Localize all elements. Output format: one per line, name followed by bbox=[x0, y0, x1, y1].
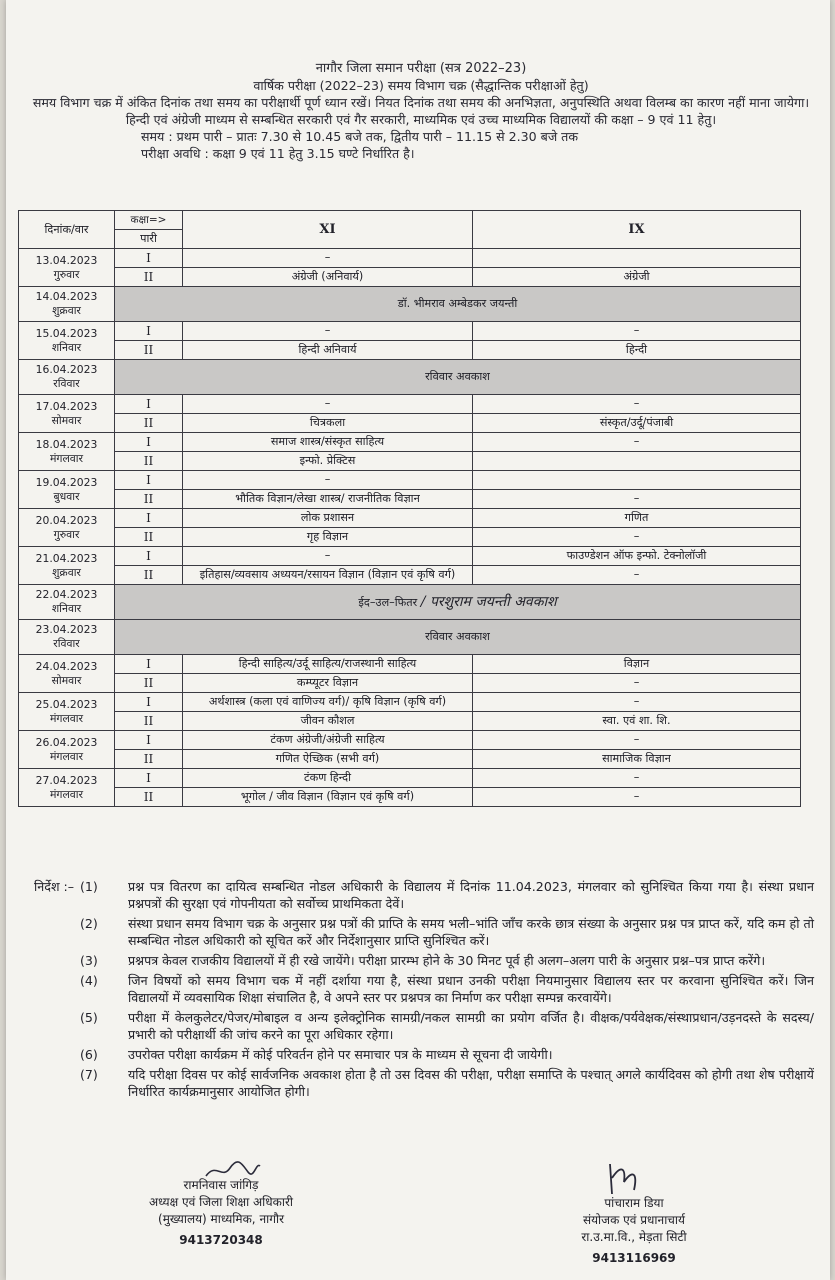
shift-cell: II bbox=[115, 750, 183, 769]
header-class-arrow: कक्षा=> bbox=[115, 211, 183, 230]
instruction-text: जिन विषयों को समय विभाग चक में नहीं दर्शाया गया है, संस्था प्रधान उनकी परीक्षा नियमानुसार विद्यालय स्तर पर करवाना सुनिश्चित करें। जिन विद्यालयों में व्यवसायिक शिक्षा संचालित है, वे अपने स्तर पर प्रश्नपत्र का निर्माण कर परीक्षा सम्पन्न करवायेंगे। bbox=[128, 973, 814, 1005]
header-class-ix: IX bbox=[473, 211, 801, 249]
class-xi-subject: गणित ऐच्छिक (सभी वर्ग) bbox=[183, 750, 473, 769]
date-cell bbox=[19, 655, 115, 693]
date: 18.04.2023 bbox=[35, 437, 98, 451]
instruction-number: (7) bbox=[80, 1067, 98, 1082]
shift-cell: I bbox=[115, 731, 183, 750]
instruction-label bbox=[34, 1046, 80, 1063]
left-signatory bbox=[106, 1177, 336, 1249]
class-ix-subject: हिन्दी bbox=[473, 341, 801, 360]
weekday: शनिवार bbox=[51, 602, 82, 615]
instruction-number: (5) bbox=[80, 1010, 98, 1025]
class-ix-subject: – bbox=[473, 693, 801, 712]
instruction-item bbox=[34, 952, 814, 969]
class-xi-subject: – bbox=[183, 249, 473, 268]
table-row bbox=[19, 712, 801, 731]
holiday-name: रविवार अवकाश bbox=[425, 370, 490, 383]
date-cell bbox=[19, 395, 115, 433]
right-signatory-phone: 9413116969 bbox=[592, 1251, 676, 1265]
date-cell bbox=[19, 471, 115, 509]
date: 17.04.2023 bbox=[35, 399, 98, 413]
shift-cell: II bbox=[115, 490, 183, 509]
class-xi-subject: – bbox=[183, 395, 473, 414]
instruction-text: प्रश्न पत्र वितरण का दायित्व सम्बन्धित नोडल अधिकारी के विद्यालय में दिनांक 11.04.2023, मंगलवार को सुनिश्चित किया गया है। संस्था प्रधान प्रश्नपत्रों की सुरक्षा एवं गोपनीयता को सर्वोच्च प्राथमिकता देवें। bbox=[128, 879, 814, 911]
date: 21.04.2023 bbox=[35, 551, 98, 565]
date: 25.04.2023 bbox=[35, 697, 98, 711]
instruction-number: (4) bbox=[80, 973, 98, 988]
class-xi-subject: जीवन कौशल bbox=[183, 712, 473, 731]
instruction-text: उपरोक्त परीक्षा कार्यक्रम में कोई परिवर्तन होने पर समाचार पत्र के माध्यम से सूचना दी जायेगी। bbox=[128, 1047, 553, 1062]
holiday-label bbox=[115, 585, 801, 620]
table-row bbox=[19, 509, 801, 528]
table-row bbox=[19, 788, 801, 807]
table-row bbox=[19, 655, 801, 674]
weekday: मंगलवार bbox=[49, 451, 84, 465]
instruction-label bbox=[34, 1066, 80, 1100]
table-row bbox=[19, 528, 801, 547]
class-xi-subject: टंकण अंग्रेजी/अंग्रेजी साहित्य bbox=[183, 731, 473, 750]
right-signature-scribble bbox=[604, 1160, 648, 1200]
class-xi-subject: – bbox=[183, 322, 473, 341]
weekday: शुक्रवार bbox=[52, 304, 81, 317]
date-cell bbox=[19, 769, 115, 807]
holiday-label bbox=[115, 620, 801, 655]
holiday-row bbox=[19, 287, 801, 322]
shift-cell: II bbox=[115, 341, 183, 360]
instruction-label bbox=[34, 1009, 80, 1043]
shift-cell: I bbox=[115, 509, 183, 528]
instruction-number: (1) bbox=[80, 879, 98, 894]
class-ix-subject: – bbox=[473, 433, 801, 452]
class-xi-subject: समाज शास्त्र/संस्कृत साहित्य bbox=[183, 433, 473, 452]
weekday: बुधवार bbox=[53, 489, 80, 503]
district-exam-title: नागौर जिला समान परीक्षा (सत्र 2022–23) bbox=[315, 61, 527, 76]
class-ix-subject: गणित bbox=[473, 509, 801, 528]
instruction-number: (2) bbox=[80, 916, 98, 931]
table-row bbox=[19, 471, 801, 490]
weekday: गुरुवार bbox=[53, 527, 80, 541]
shift-cell: II bbox=[115, 414, 183, 433]
class-xi-subject: भूगोल / जीव विज्ञान (विज्ञान एवं कृषि वर्ग) bbox=[183, 788, 473, 807]
weekday: गुरुवार bbox=[53, 267, 80, 281]
class-ix-subject bbox=[473, 452, 801, 471]
date-cell bbox=[19, 509, 115, 547]
table-row bbox=[19, 750, 801, 769]
table-row bbox=[19, 566, 801, 585]
header bbox=[26, 60, 816, 162]
table-header-row bbox=[19, 211, 801, 230]
table-row bbox=[19, 341, 801, 360]
table-row bbox=[19, 452, 801, 471]
weekday: मंगलवार bbox=[49, 749, 84, 763]
class-xi-subject: हिन्दी अनिवार्य bbox=[183, 341, 473, 360]
date: 24.04.2023 bbox=[35, 659, 98, 673]
shift-cell: I bbox=[115, 322, 183, 341]
date-cell bbox=[19, 249, 115, 287]
right-signatory-title: संयोजक एवं प्रधानाचार्य bbox=[582, 1213, 685, 1227]
shift-cell: II bbox=[115, 528, 183, 547]
class-xi-subject: भौतिक विज्ञान/लेखा शास्त्र/ राजनीतिक विज्ञान bbox=[183, 490, 473, 509]
class-ix-subject: – bbox=[473, 322, 801, 341]
table-row bbox=[19, 268, 801, 287]
instruction-item bbox=[34, 1009, 814, 1043]
shift-cell: I bbox=[115, 249, 183, 268]
date: 15.04.2023 bbox=[35, 326, 98, 340]
instruction-item bbox=[34, 915, 814, 949]
holiday-name: ईद–उल–फितर bbox=[358, 595, 418, 609]
instruction-text: प्रश्नपत्र केवल राजकीय विद्यालयों में ही रखे जायेंगे। परीक्षा प्रारम्भ होने के 30 मिनट पूर्व ही अलग–अलग पारी के अनुसार प्रश्न–पत्र प्राप्त करेंगे। bbox=[128, 953, 766, 968]
table-row bbox=[19, 433, 801, 452]
document-page bbox=[6, 0, 830, 1280]
left-signatory-name: रामनिवास जांगिड़ bbox=[183, 1178, 259, 1192]
exam-schedule-table bbox=[18, 210, 801, 807]
date: 26.04.2023 bbox=[35, 735, 98, 749]
date: 20.04.2023 bbox=[35, 513, 98, 527]
class-ix-subject: – bbox=[473, 395, 801, 414]
instruction-label bbox=[34, 915, 80, 949]
class-ix-subject bbox=[473, 471, 801, 490]
date: 27.04.2023 bbox=[35, 773, 98, 787]
instruction-item bbox=[34, 878, 814, 912]
class-xi-subject: हिन्दी साहित्य/उर्दू साहित्य/राजस्थानी साहित्य bbox=[183, 655, 473, 674]
date: 16.04.2023 bbox=[35, 363, 98, 376]
weekday: मंगलवार bbox=[49, 711, 84, 725]
instruction-text: परीक्षा में केलकुलेटर/पेजर/मोबाइल व अन्य इलेक्ट्रोनिक सामग्री/नकल सामग्री का प्रयोग वर्जित है। वीक्षक/पर्यवेक्षक/संस्थाप्रधान/उड़नदस्ते के सदस्य/प्रभारी को परीक्षार्थी की जांच करने का पूरा अधिकार रहेगा। bbox=[128, 1010, 814, 1042]
holiday-row bbox=[19, 620, 801, 655]
holiday-label bbox=[115, 360, 801, 395]
class-xi-subject: – bbox=[183, 471, 473, 490]
class-ix-subject: अंग्रेजी bbox=[473, 268, 801, 287]
holiday-row bbox=[19, 360, 801, 395]
weekday: शनिवार bbox=[51, 340, 82, 354]
weekday: रविवार bbox=[53, 377, 80, 390]
shift-cell: II bbox=[115, 268, 183, 287]
holiday-name: डॉ. भीमराव अम्बेडकर जयन्ती bbox=[397, 297, 518, 310]
table-row bbox=[19, 769, 801, 788]
shift-cell: I bbox=[115, 395, 183, 414]
class-ix-subject: – bbox=[473, 731, 801, 750]
table-row bbox=[19, 547, 801, 566]
date-cell bbox=[19, 322, 115, 360]
table-row bbox=[19, 414, 801, 433]
instruction-label bbox=[34, 952, 80, 969]
table-row bbox=[19, 249, 801, 268]
date: 23.04.2023 bbox=[35, 623, 98, 636]
shift-cell: I bbox=[115, 693, 183, 712]
class-xi-subject: टंकण हिन्दी bbox=[183, 769, 473, 788]
weekday: शुक्रवार bbox=[52, 565, 81, 579]
exam-timetable-title: वार्षिक परीक्षा (2022–23) समय विभाग चक्र (सैद्धान्तिक परीक्षाओं हेतु) bbox=[253, 78, 589, 93]
table-row bbox=[19, 322, 801, 341]
date-cell bbox=[19, 433, 115, 471]
timing-line: समय : प्रथम पारी – प्रातः 7.30 से 10.45 बजे तक, द्वितीय पारी – 11.15 से 2.30 बजे तक bbox=[141, 129, 579, 144]
date-cell bbox=[19, 731, 115, 769]
weekday: सोमवार bbox=[51, 413, 82, 427]
date-cell bbox=[19, 693, 115, 731]
shift-cell: II bbox=[115, 674, 183, 693]
class-ix-subject: सामाजिक विज्ञान bbox=[473, 750, 801, 769]
left-signatory-phone: 9413720348 bbox=[179, 1233, 263, 1247]
weekday: सोमवार bbox=[51, 673, 82, 687]
shift-cell: II bbox=[115, 566, 183, 585]
date: 19.04.2023 bbox=[35, 475, 98, 489]
instruction-text: यदि परीक्षा दिवस पर कोई सार्वजनिक अवकाश होता है तो उस दिवस की परीक्षा, परीक्षा समाप्ति के पश्चात् अगले कार्यदिवस को होगी तथा शेष परीक्षायें निर्धारित कार्यक्रमानुसार आयोजित होगी। bbox=[128, 1067, 814, 1099]
class-xi-subject: लोक प्रशासन bbox=[183, 509, 473, 528]
header-class-xi: XI bbox=[183, 211, 473, 249]
date-cell bbox=[19, 360, 115, 395]
instruction-number: (6) bbox=[80, 1047, 98, 1062]
holiday-label bbox=[115, 287, 801, 322]
right-signatory-office: रा.उ.मा.वि., मेड़ता सिटी bbox=[581, 1230, 687, 1244]
duration-line: परीक्षा अवधि : कक्षा 9 एवं 11 हेतु 3.15 घण्टे निर्धारित है। bbox=[141, 146, 415, 161]
left-signatory-office: (मुख्यालय) माध्यमिक, नागौर bbox=[158, 1212, 284, 1226]
table-row bbox=[19, 395, 801, 414]
table-row bbox=[19, 693, 801, 712]
instruction-line: समय विभाग चक्र में अंकित दिनांक तथा समय का परीक्षार्थी पूर्ण ध्यान रखें। नियत दिनांक तथा समय की अनभिज्ञता, अनुपस्थिति अथवा विलम्ब का कारण नहीं माना जायेगा। bbox=[32, 95, 810, 110]
date-cell bbox=[19, 287, 115, 322]
date-cell bbox=[19, 620, 115, 655]
instruction-item bbox=[34, 1066, 814, 1100]
shift-cell: I bbox=[115, 655, 183, 674]
right-signatory-name: पांचाराम डिया bbox=[604, 1196, 664, 1210]
class-ix-subject: – bbox=[473, 490, 801, 509]
class-ix-subject: – bbox=[473, 769, 801, 788]
date-cell bbox=[19, 547, 115, 585]
shift-cell: II bbox=[115, 452, 183, 471]
instruction-label bbox=[34, 972, 80, 1006]
class-ix-subject: स्वा. एवं शा. शि. bbox=[473, 712, 801, 731]
holiday-row bbox=[19, 585, 801, 620]
instruction-item bbox=[34, 1046, 814, 1063]
right-signatory bbox=[554, 1195, 714, 1267]
class-xi-subject: – bbox=[183, 547, 473, 566]
instructions bbox=[34, 878, 814, 1103]
class-xi-subject: चित्रकला bbox=[183, 414, 473, 433]
table-row bbox=[19, 490, 801, 509]
instruction-number: (3) bbox=[80, 953, 98, 968]
class-xi-subject: इतिहास/व्यवसाय अध्ययन/रसायन विज्ञान (विज्ञान एवं कृषि वर्ग) bbox=[183, 566, 473, 585]
class-xi-subject: गृह विज्ञान bbox=[183, 528, 473, 547]
date: 14.04.2023 bbox=[35, 290, 98, 303]
header-shift: पारी bbox=[115, 230, 183, 249]
class-xi-subject: अर्थशास्त्र (कला एवं वाणिज्य वर्ग)/ कृषि विज्ञान (कृषि वर्ग) bbox=[183, 693, 473, 712]
class-ix-subject: संस्कृत/उर्दू/पंजाबी bbox=[473, 414, 801, 433]
date: 22.04.2023 bbox=[35, 588, 98, 601]
class-ix-subject: विज्ञान bbox=[473, 655, 801, 674]
weekday: रविवार bbox=[53, 637, 80, 650]
class-ix-subject: – bbox=[473, 528, 801, 547]
date-cell bbox=[19, 585, 115, 620]
handwritten-holiday-note: / परशुराम जयन्ती अवकाश bbox=[420, 593, 557, 610]
class-ix-subject: – bbox=[473, 674, 801, 693]
table-row bbox=[19, 674, 801, 693]
class-xi-subject: इन्फो. प्रेक्टिस bbox=[183, 452, 473, 471]
class-ix-subject bbox=[473, 249, 801, 268]
shift-cell: I bbox=[115, 547, 183, 566]
class-ix-subject: – bbox=[473, 788, 801, 807]
class-ix-subject: – bbox=[473, 566, 801, 585]
class-ix-subject: फाउण्डेशन ऑफ इन्फो. टेक्नोलॉजी bbox=[473, 547, 801, 566]
shift-cell: I bbox=[115, 433, 183, 452]
instruction-label: निर्देश :– bbox=[34, 879, 75, 894]
shift-cell: I bbox=[115, 471, 183, 490]
instruction-text: संस्था प्रधान समय विभाग चक्र के अनुसार प्रश्न पत्रों की प्राप्ति के समय भली–भांति जाँच करके छात्र संख्या के अनुसार प्रश्न पत्र प्राप्त करें, यदि कम हो तो सम्बन्धित नोडल अधिकारी को सूचित करें और निर्देशानुसार प्राप्ति सुनिश्चित करें। bbox=[128, 916, 814, 948]
class-xi-subject: कम्प्यूटर विज्ञान bbox=[183, 674, 473, 693]
shift-cell: II bbox=[115, 712, 183, 731]
header-date-day: दिनांक/वार bbox=[19, 211, 115, 249]
applicability-line: हिन्दी एवं अंग्रेजी माध्यम से सम्बन्धित सरकारी एवं गैर सरकारी, माध्यमिक एवं उच्च माध्यमिक विद्यालयों की कक्षा – 9 एवं 11 हेतु। bbox=[125, 112, 717, 127]
left-signatory-title: अध्यक्ष एवं जिला शिक्षा अधिकारी bbox=[148, 1195, 294, 1209]
class-xi-subject: अंग्रेजी (अनिवार्य) bbox=[183, 268, 473, 287]
date: 13.04.2023 bbox=[35, 253, 98, 267]
weekday: मंगलवार bbox=[49, 787, 84, 801]
holiday-name: रविवार अवकाश bbox=[425, 630, 490, 643]
shift-cell: II bbox=[115, 788, 183, 807]
table-row bbox=[19, 731, 801, 750]
instruction-item bbox=[34, 972, 814, 1006]
shift-cell: I bbox=[115, 769, 183, 788]
